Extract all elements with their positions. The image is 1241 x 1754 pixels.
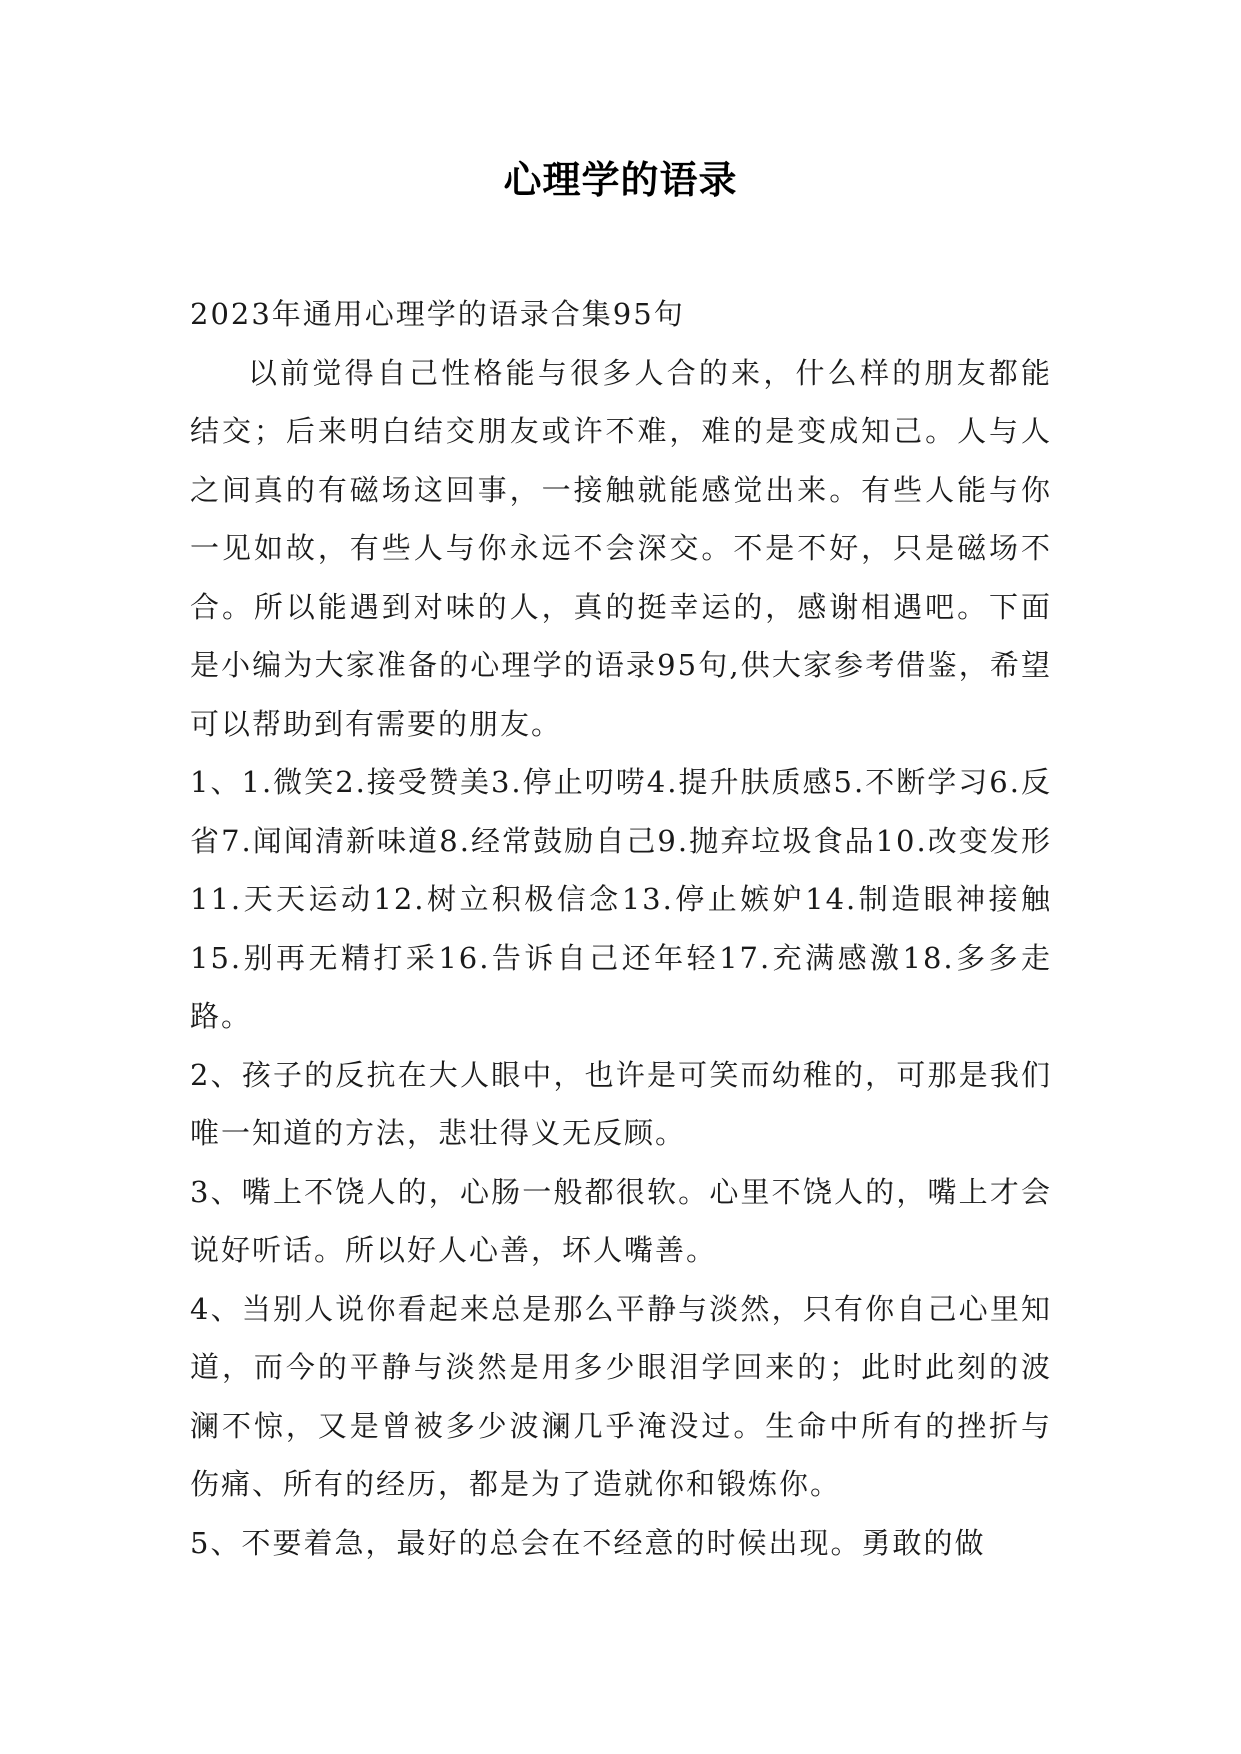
document-subtitle: 2023年通用心理学的语录合集95句	[190, 297, 685, 331]
quote-item: 3、嘴上不饶人的，心肠一般都很软。心里不饶人的，嘴上才会说好听话。所以好人心善，坏人嘴善。	[190, 1174, 1052, 1267]
document-body	[190, 285, 1052, 1572]
document-title: 心理学的语录	[503, 157, 738, 202]
intro-paragraph: 以前觉得自己性格能与很多人合的来，什么样的朋友都能结交；后来明白结交朋友或许不难，难的是变成知己。人与人之间真的有磁场这回事，一接触就能感觉出来。有些人能与你一见如故，有些人与你永远不会深交。不是不好，只是磁场不合。所以能遇到对味的人，真的挺幸运的，感谢相遇吧。下面是小编为大家准备的心理学的语录95句,供大家参考借鉴，希望可以帮助到有需要的朋友。	[190, 355, 1052, 741]
quote-item: 2、孩子的反抗在大人眼中，也许是可笑而幼稚的，可那是我们唯一知道的方法，悲壮得义无反顾。	[190, 1057, 1052, 1150]
quote-item: 1、1.微笑2.接受赞美3.停止叨唠4.提升肤质感5.不断学习6.反省7.闻闻清新味道8.经常鼓励自己9.抛弃垃圾食品10.改变发形11.天天运动12.树立积极信念13.停止嫉妒14.制造眼神接触15.别再无精打采16.告诉自己还年轻17.充满感激18.多多走路。	[190, 765, 1052, 1033]
quote-item: 4、当别人说你看起来总是那么平静与淡然，只有你自己心里知道，而今的平静与淡然是用多少眼泪学回来的；此时此刻的波澜不惊，又是曾被多少波澜几乎淹没过。生命中所有的挫折与伤痛、所有的经历，都是为了造就你和锻炼你。	[190, 1291, 1052, 1501]
quote-item: 5、不要着急，最好的总会在不经意的时候出现。勇敢的做	[190, 1525, 986, 1560]
